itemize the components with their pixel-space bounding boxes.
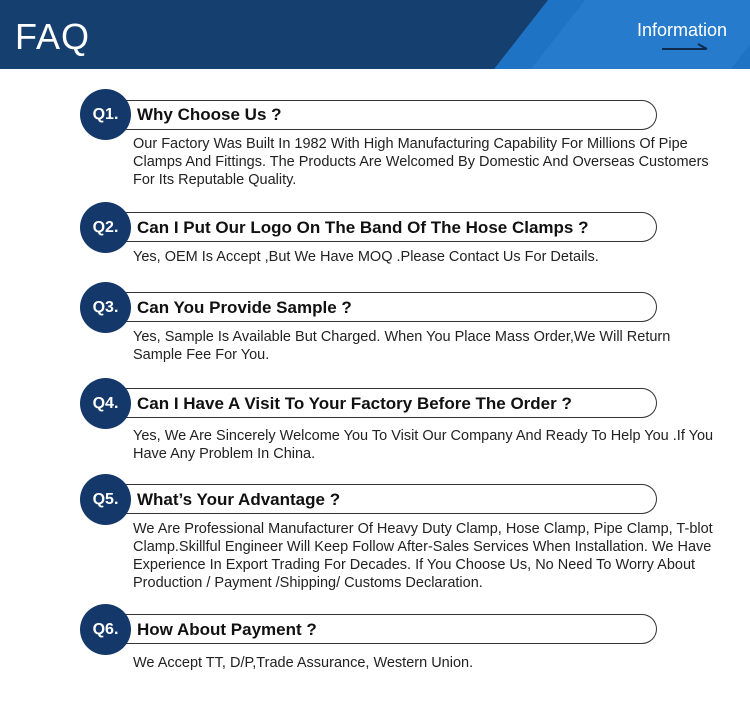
question-text: Can You Provide Sample ? [137,298,352,317]
answer-text: Yes, We Are Sincerely Welcome You To Visit Our Company And Ready To Help You .If You Have Any Problem In China. [133,428,714,462]
question-text: Can I Have A Visit To Your Factory Before The Order ? [137,394,572,413]
answer-text: We Are Professional Manufacturer Of Heavy Duty Clamp, Hose Clamp, Pipe Clamp, T-blot Clamp.Skillful Engineer Will Keep Follow After-Sales Services When Installation. We Have Experience In Export Trading For Decades. If You Choose Us, No Need To Worry About Production / Payment /Shipping/ Customs Declaration. [133,521,713,591]
question-badge: Q1. [80,89,131,140]
header-banner [0,0,750,69]
question-badge: Q5. [80,474,131,525]
question-badge: Q3. [80,282,131,333]
right-arrow-icon [662,41,710,53]
information-label: Information [637,20,728,40]
answer-text: Our Factory Was Built In 1982 With High Manufacturing Capability For Millions Of Pipe Clamps And Fittings. The Products Are Welcomed By Domestic And Overseas Customers For Its Reputable Quality. [133,136,709,188]
question-badge: Q6. [80,604,131,655]
question-text: How About Payment ? [137,620,317,639]
answer-text: Yes, OEM Is Accept ,But We Have MOQ .Please Contact Us For Details. [133,249,599,265]
question-text: Can I Put Our Logo On The Band Of The Hose Clamps ? [137,218,589,237]
answer-text: We Accept TT, D/P,Trade Assurance, Western Union. [133,655,474,671]
page-title: FAQ [15,16,91,57]
question-badge: Q4. [80,378,131,429]
answer-text: Yes, Sample Is Available But Charged. When You Place Mass Order,We Will Return Sample Fee For You. [133,329,671,363]
question-text: Why Choose Us ? [137,105,282,124]
question-text: What’s Your Advantage ? [137,490,341,509]
question-badge: Q2. [80,202,131,253]
